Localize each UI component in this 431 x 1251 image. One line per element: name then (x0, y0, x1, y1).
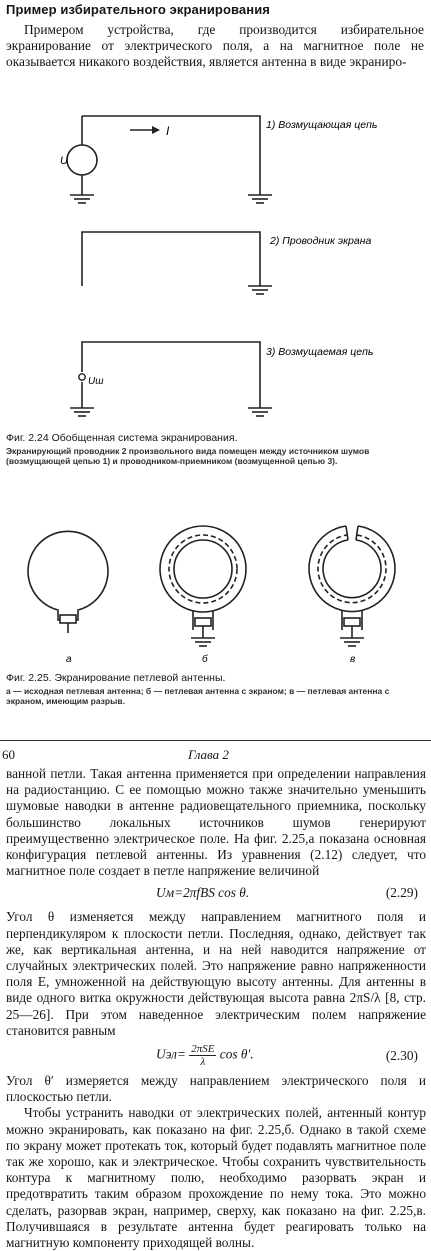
panel-b-shield (160, 526, 246, 612)
figure-2-25-caption-text: а — исходная петлевая антенна; б — петлевая антенна с экраном; в — петлевая антенна с экраном, имеющим разрыв. (6, 686, 390, 706)
figure-2-25-diagram (0, 512, 431, 667)
noise-voltage-label: Uш (88, 376, 104, 387)
circuit-1-label: 1) Возмущающая цепь (266, 119, 378, 131)
paragraph-2: Угол θ изменяется между направлением магнитного поля и перпендикуляром к плоскости петли. Последняя, однако, действует так же, как вертикальная антенна, и на ней наводится напряжение от случайных электрических полей. Это напряжение равно напряженности поля E, умноженной на действующую высоту антенны. Для антенны в виде одного витка окружности действующая высота равна 2πS/λ [8, стр. 25—26]. При этом наведенное электрическим полем напряжение становится равным (6, 909, 426, 1038)
noise-voltage-terminal-icon (79, 374, 85, 380)
equation-2-29 (6, 879, 426, 909)
panel-b-label: б (202, 654, 208, 665)
equation-2-30-lhs: Uэл= (156, 1046, 186, 1062)
circuit-3-label: 3) Возмущаемая цепь (266, 346, 374, 358)
equation-2-30-tail: cos θ′. (219, 1046, 254, 1062)
panel-c-shield (309, 526, 395, 612)
figure-2-25-caption-title: Фиг. 2.25. Экранирование петлевой антенны. (6, 672, 226, 684)
panel-c-label: в (350, 654, 356, 665)
source-label: U (60, 155, 68, 167)
paragraph-3: Угол θ′ измеряется между направлением электрического поля и плоскостью петли. (6, 1073, 426, 1105)
equation-2-30-number: (2.30) (385, 1048, 418, 1064)
panel-a-label: а (66, 654, 72, 665)
body-text (6, 766, 426, 1251)
circuit-3-wire (82, 342, 260, 408)
equation-2-30-denominator: λ (200, 1056, 206, 1069)
page-divider (0, 740, 431, 741)
circuit-2-label: 2) Проводник экрана (270, 235, 372, 247)
equation-2-29-lhs: Uм (156, 885, 175, 901)
equation-2-30 (6, 1039, 426, 1073)
equation-2-29-number: (2.29) (385, 885, 418, 901)
current-label: I (166, 124, 170, 138)
circuit-2-shield (82, 232, 260, 286)
running-title: Глава 2 (188, 747, 229, 762)
panel-a-loop (28, 531, 108, 620)
figure-2-24-caption-title: Фиг. 2.24 Обобщенная система экранирования. (6, 432, 238, 444)
figure-2-24-diagram (0, 100, 431, 430)
paragraph-1: ванной петли. Такая антенна применяется при определении направления на радиостанцию. С ее помощью можно также значительно уменьшить шумовые наводки в антенне радиовещательного приемника, поскольку большинство локальных источников шумов генерируют преимущественно электрическое поле. На фиг. 2.25,а показана основная конфигурация петлевой антенны. Из уравнения (2.12) следует, что магнитное поле создает в петле напряжение величиной (6, 766, 426, 879)
equation-2-29-rhs: =2πfBS cos θ. (174, 885, 250, 901)
paragraph-4: Чтобы устранить наводки от электрических полей, антенный контур можно экранировать, как показано на фиг. 2.25,б. Однако в такой схеме по экрану может протекать ток, который будет подавлять магнитное поле так же хорошо, как и электрическое. Чтобы сохранить чувствительность контура к магнитному полю, необходимо разорвать экран и предотвратить таким образом прохождение по нему тока. Это можно сделать, разорвав экран, например, сверху, как показано на фиг. 2.25,в. Получившаяся в результате антенна будет реагировать только на магнитную компоненту приходящей волны. (6, 1105, 426, 1251)
equation-2-30-numerator: 2πSE (191, 1043, 215, 1056)
intro-paragraph: Примером устройства, где производится избирательное экранирование от электрического поля, а на магнитное поле не оказывается никакого воздействия, является антенна в виде экраниро- (6, 22, 424, 69)
section-heading: Пример избирательного экранирования (6, 2, 270, 17)
page-number: 60 (2, 747, 15, 762)
current-arrow-icon (152, 126, 160, 134)
figure-2-24-caption-text: Экранирующий проводник 2 произвольного вида помещен между источником шумов (возмущающей цепью 1) и проводником-приемником (возмущенной цепью 3). (6, 446, 370, 466)
circuit-1-top (82, 116, 260, 195)
voltage-source-icon (67, 145, 97, 175)
